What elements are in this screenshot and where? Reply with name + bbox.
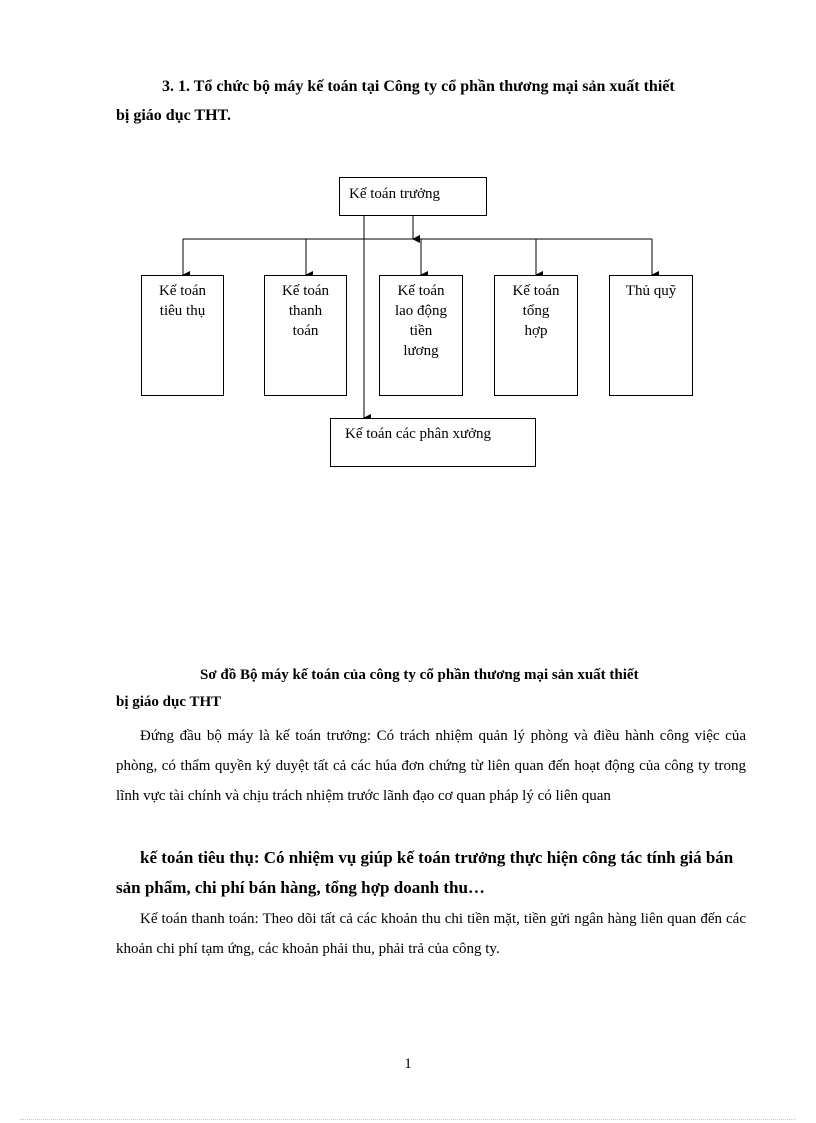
paragraph-sales-accounting (116, 843, 746, 903)
box-treasurer (609, 275, 693, 396)
box-label-line: tiền (409, 323, 433, 339)
box-label-line: Kế toán (512, 283, 560, 299)
box-label-line: tiêu thụ (159, 303, 206, 319)
chart-caption (116, 662, 746, 716)
paragraph-text: Đứng đầu bộ máy là kế toán trưởng: Có trách nhiệm quản lý phòng và điều hành công việc của phòng, có thẩm quyền ký duyệt tất cả các húa đơn chứng từ liên quan đến hoạt động của công ty trong lĩnh vực tài chính và chịu trách nhiệm trước lãnh đạo cơ quan pháp lý có liên quan (116, 728, 746, 804)
org-chart-connectors (0, 0, 816, 480)
caption-line-1: Sơ đồ Bộ máy kế toán của công ty cổ phần thương mại sản xuất thiết (200, 667, 639, 683)
box-label-line: Kế toán (281, 283, 330, 299)
box-chief-accountant-label: Kế toán trưởng (349, 186, 441, 202)
page-number: 1 (404, 1056, 412, 1072)
box-label-line: hợp (524, 323, 548, 339)
caption-line-2: bị giáo dục THT (116, 694, 222, 710)
box-label-line: Thủ quỹ (625, 283, 677, 299)
box-label-line: toán (292, 323, 319, 339)
box-workshop-accounting (330, 418, 536, 467)
box-payment-accounting (264, 275, 347, 396)
box-label-line: lương (403, 343, 439, 359)
box-payroll-accounting (379, 275, 463, 396)
paragraph-text: kế toán tiêu thụ: Có nhiệm vụ giúp kế toán trưởng thực hiện công tác tính giá bán sản phẩm, chi phí bán hàng, tổng hợp doanh thu… (116, 848, 734, 897)
box-sales-accounting (141, 275, 224, 396)
box-label-line: thanh (288, 303, 323, 319)
box-label-line: Kế toán (158, 283, 207, 299)
box-label-line: lao động (394, 303, 448, 319)
paragraph-payment-accounting (116, 904, 746, 964)
box-chief-accountant (339, 177, 487, 216)
heading-line-1: 3. 1. Tổ chức bộ máy kế toán tại Công ty cổ phần thương mại sản xuất thiết (162, 78, 675, 95)
box-general-accounting (494, 275, 578, 396)
paragraph-chief-accountant (116, 721, 746, 811)
box-label-line: tổng (522, 303, 550, 319)
footer-divider (20, 1119, 796, 1120)
heading-line-2: bị giáo dục THT. (116, 107, 231, 124)
box-workshop-accounting-label: Kế toán các phân xưởng (345, 426, 492, 442)
paragraph-text: Kế toán thanh toán: Theo dõi tất cả các khoản thu chi tiền mặt, tiền gửi ngân hàng liên quan đến các khoản chi phí tạm ứng, các khoản phải thu, phải trả của công ty. (116, 911, 746, 957)
box-label-line: Kế toán (397, 283, 445, 299)
